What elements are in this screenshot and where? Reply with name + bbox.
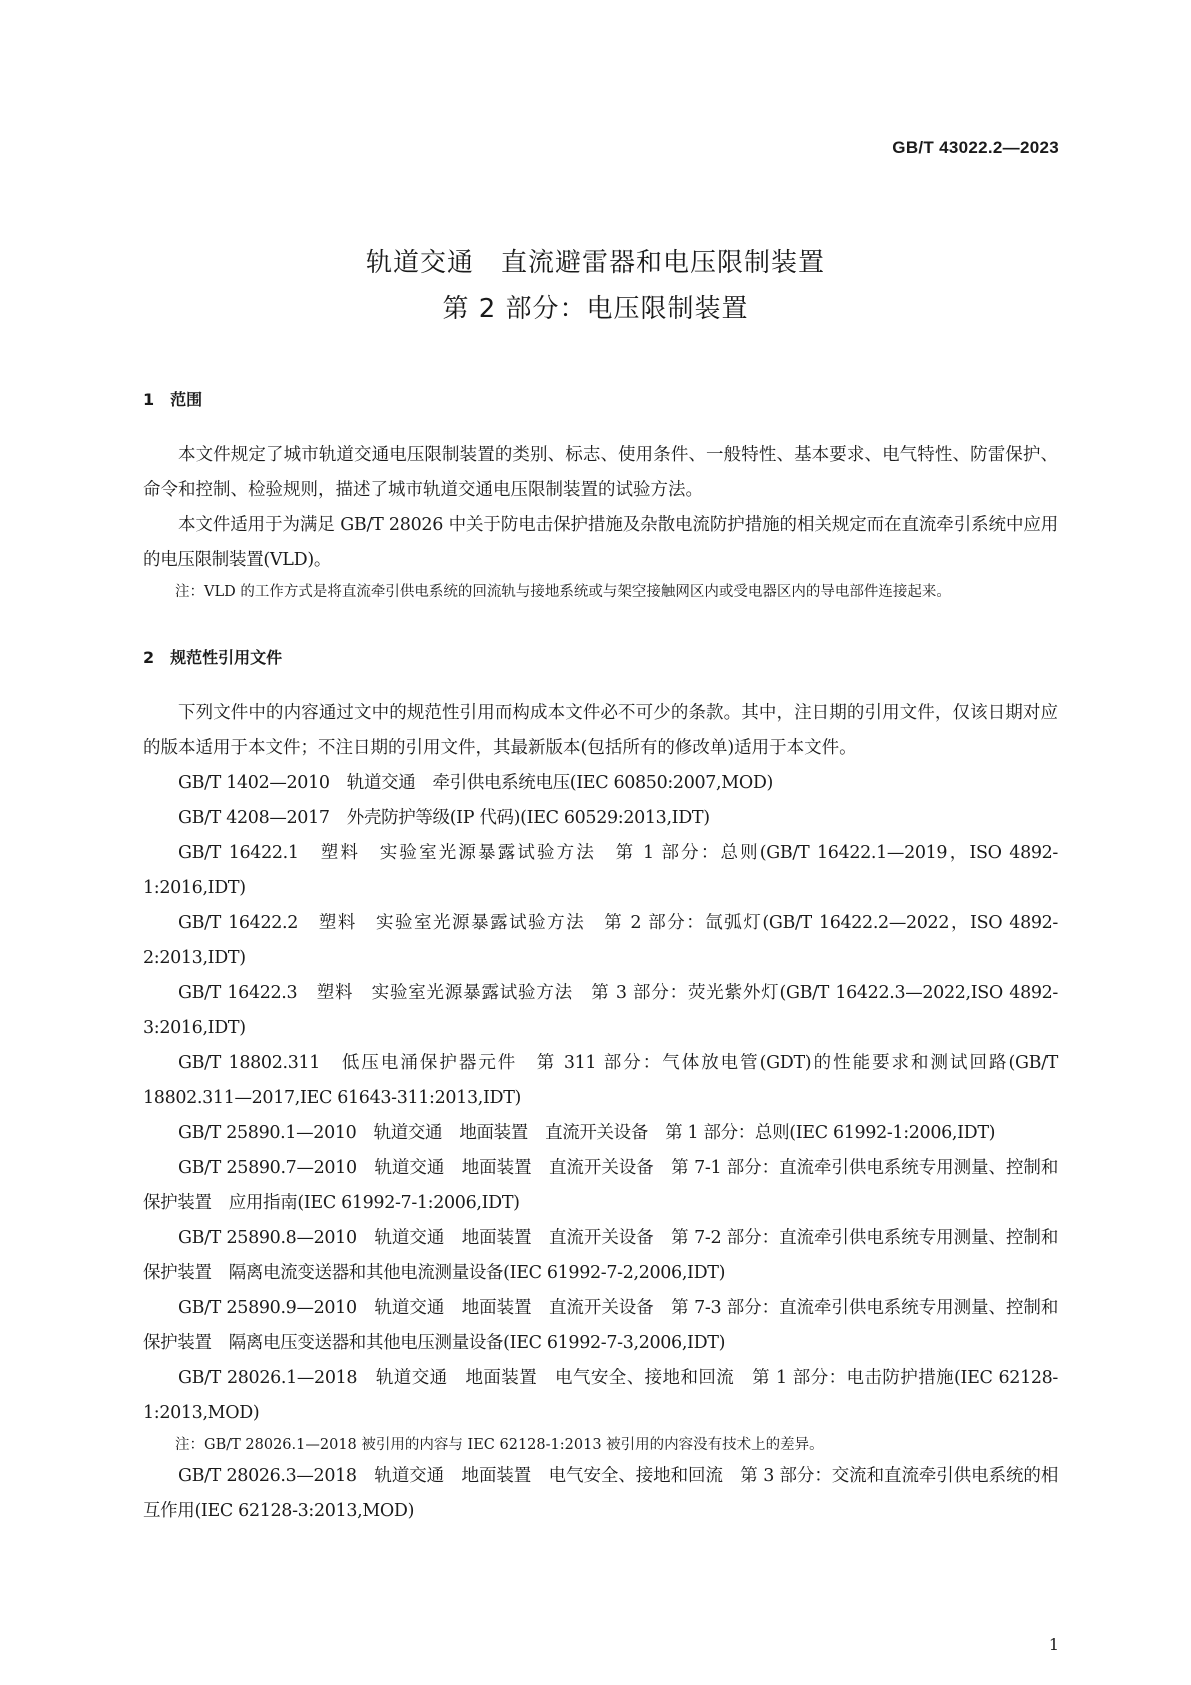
scope-note: 注：VLD 的工作方式是将直流牵引供电系统的回流轨与接地系统或与架空接触网区内或受电器区内的导电部件连接起来。 <box>175 584 951 600</box>
reference-item: GB/T 25890.1—2010 轨道交通 地面装置 直流开关设备 第 1 部分：总则(IEC 61992-1:2006,IDT) <box>178 1123 996 1143</box>
scope-paragraph-1: 本文件规定了城市轨道交通电压限制装置的类别、标志、使用条件、一般特性、基本要求、电气特性、防雷保护、命令和控制、检验规则，描述了城市轨道交通电压限制装置的试验方法。 <box>143 445 1058 500</box>
standard-number: GB/T 43022.2—2023 <box>892 138 1059 157</box>
reference-item: GB/T 16422.2 塑料 实验室光源暴露试验方法 第 2 部分：氙弧灯(GB/T 16422.2—2022，ISO 4892-2:2013,IDT) <box>143 913 1058 968</box>
reference-item: GB/T 25890.9—2010 轨道交通 地面装置 直流开关设备 第 7-3 部分：直流牵引供电系统专用测量、控制和保护装置 隔离电压变送器和其他电压测量设备(IEC 61992-7-3,2006,IDT) <box>143 1298 1058 1353</box>
reference-item: GB/T 16422.1 塑料 实验室光源暴露试验方法 第 1 部分：总则(GB/T 16422.1—2019，ISO 4892-1:2016,IDT) <box>143 843 1058 898</box>
page-number: 1 <box>1048 1635 1059 1654</box>
title-line-2: 第 2 部分：电压限制装置 <box>442 294 749 324</box>
scope-paragraph-2: 本文件适用于为满足 GB/T 28026 中关于防电击保护措施及杂散电流防护措施的相关规定而在直流牵引系统中应用的电压限制装置(VLD)。 <box>143 515 1058 570</box>
title-line-1: 轨道交通 直流避雷器和电压限制装置 <box>365 248 825 278</box>
reference-item: GB/T 4208—2017 外壳防护等级(IP 代码)(IEC 60529:2013,IDT) <box>178 808 710 828</box>
reference-item: GB/T 28026.3—2018 轨道交通 地面装置 电气安全、接地和回流 第 3 部分：交流和直流牵引供电系统的相互作用(IEC 62128-3:2013,MOD) <box>143 1466 1058 1521</box>
reference-note: 注：GB/T 28026.1—2018 被引用的内容与 IEC 62128-1:2013 被引用的内容没有技术上的差异。 <box>175 1437 824 1453</box>
section-2-heading: 2 规范性引用文件 <box>143 648 283 667</box>
document-title <box>0 240 1191 332</box>
document-body <box>143 388 1064 1529</box>
reference-item: GB/T 25890.8—2010 轨道交通 地面装置 直流开关设备 第 7-2 部分：直流牵引供电系统专用测量、控制和保护装置 隔离电流变送器和其他电流测量设备(IEC 61992-7-2,2006,IDT) <box>143 1228 1058 1283</box>
reference-item: GB/T 18802.311 低压电涌保护器元件 第 311 部分：气体放电管(GDT)的性能要求和测试回路(GB/T 18802.311—2017,IEC 61643-311:2013,IDT) <box>143 1053 1064 1108</box>
reference-item: GB/T 25890.7—2010 轨道交通 地面装置 直流开关设备 第 7-1 部分：直流牵引供电系统专用测量、控制和保护装置 应用指南(IEC 61992-7-1:2006,IDT) <box>143 1158 1058 1213</box>
reference-item: GB/T 1402—2010 轨道交通 牵引供电系统电压(IEC 60850:2007,MOD) <box>178 773 773 793</box>
reference-item: GB/T 16422.3 塑料 实验室光源暴露试验方法 第 3 部分：荧光紫外灯(GB/T 16422.3—2022,ISO 4892-3:2016,IDT) <box>143 983 1058 1038</box>
reference-item: GB/T 28026.1—2018 轨道交通 地面装置 电气安全、接地和回流 第 1 部分：电击防护措施(IEC 62128-1:2013,MOD) <box>143 1368 1058 1423</box>
section-1-heading: 1 范围 <box>143 390 203 409</box>
references-intro: 下列文件中的内容通过文中的规范性引用而构成本文件必不可少的条款。其中，注日期的引用文件，仅该日期对应的版本适用于本文件；不注日期的引用文件，其最新版本(包括所有的修改单)适用于本文件。 <box>143 703 1058 758</box>
